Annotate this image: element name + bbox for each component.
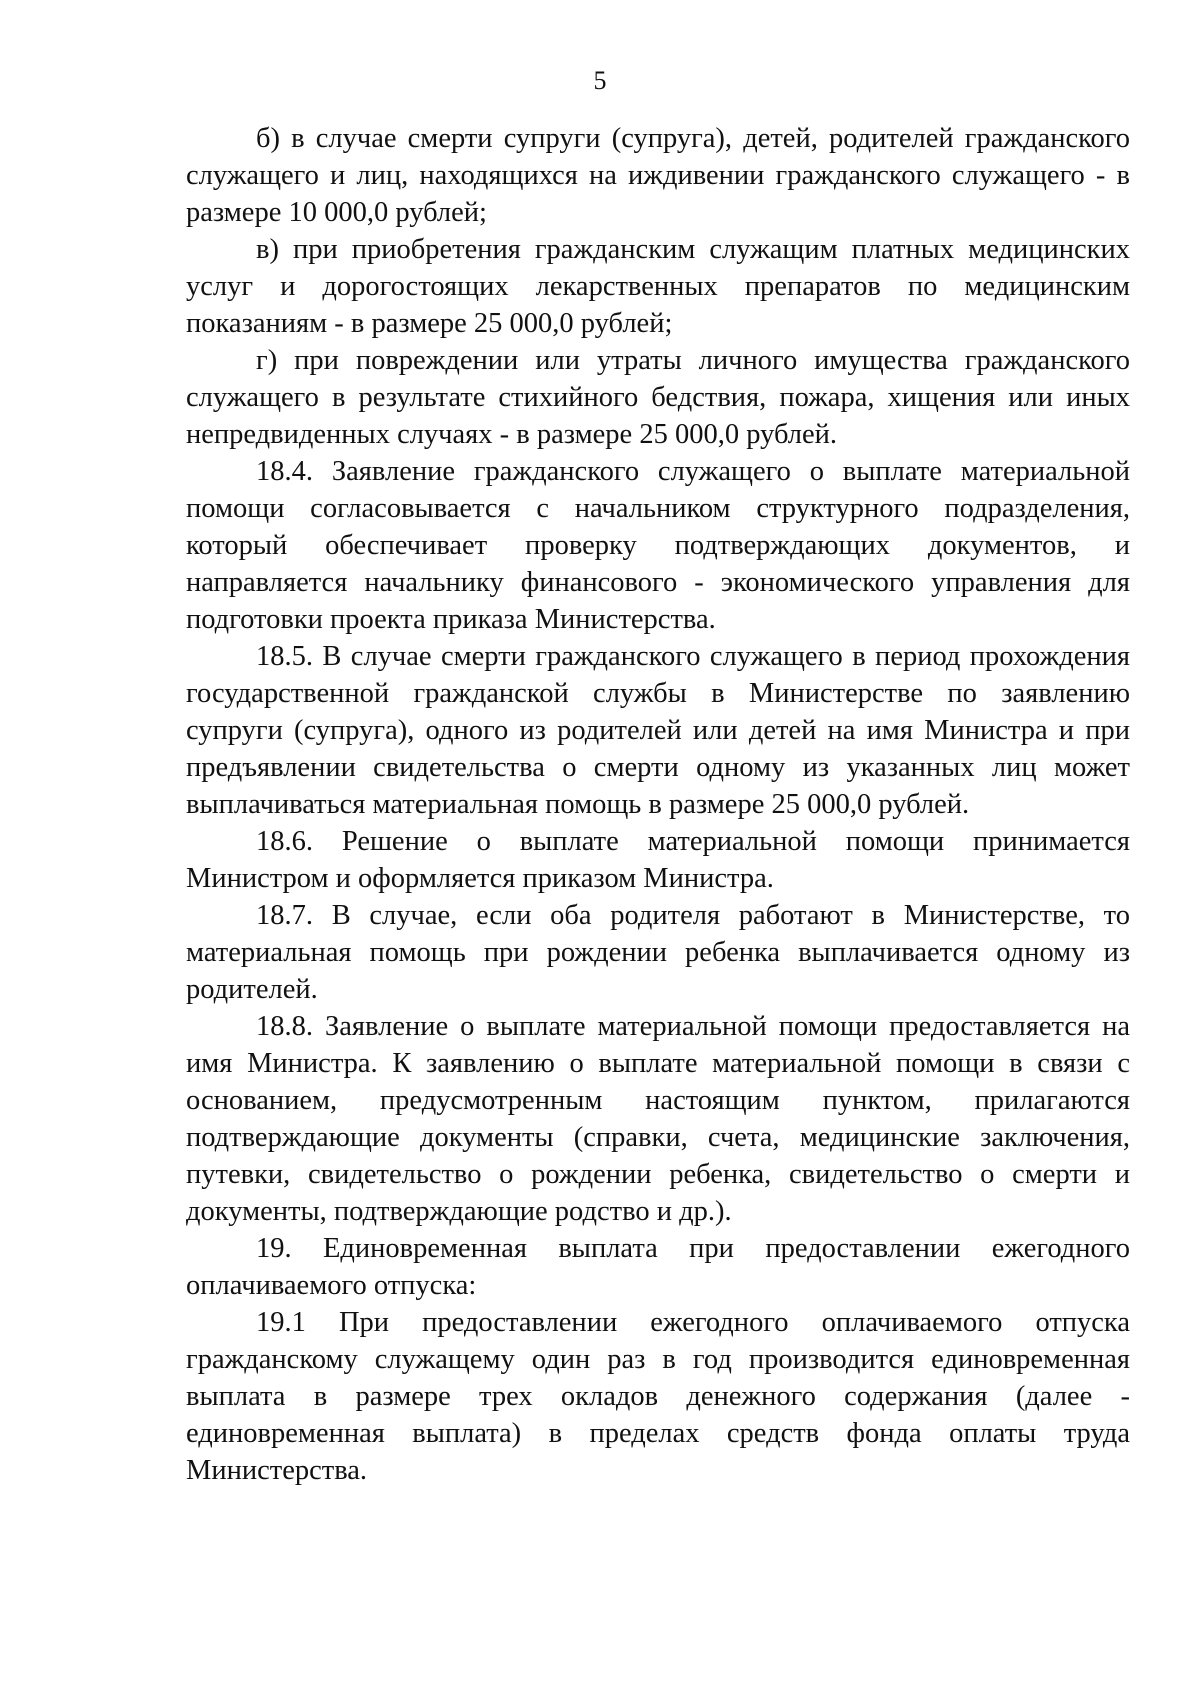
paragraph-18-8: 18.8. Заявление о выплате материальной помощи предоставляется на имя Министра. К заявлению о выплате материальной помощи в связи с основанием, предусмотренным настоящим пунктом, прилагаются подтверждающие документы (справки, счета, медицинские заключения, путевки, свидетельство о рождении ребенка, свидетельство о смерти и документы, подтверждающие родство и др.). [186,1011,1130,1227]
paragraph-19: 19. Единовременная выплата при предоставлении ежегодного оплачиваемого отпуска: [186,1233,1130,1301]
paragraph-18-6: 18.6. Решение о выплате материальной помощи принимается Министром и оформляется приказом Министра. [186,826,1130,894]
paragraph-18-4: 18.4. Заявление гражданского служащего о выплате материальной помощи согласовывается с начальником структурного подразделения, который обеспечивает проверку подтверждающих документов, и направляется начальнику финансового - экономического управления для подготовки проекта приказа Министерства. [186,456,1130,635]
document-body [186,120,1130,1489]
paragraph-18-7: 18.7. В случае, если оба родителя работают в Министерстве, то материальная помощь при рождении ребенка выплачивается одному из родителей. [186,900,1130,1005]
page-number: 5 [593,66,607,95]
paragraph-v: в) при приобретения гражданским служащим платных медицинских услуг и дорогостоящих лекарственных препаратов по медицинским показаниям - в размере 25 000,0 рублей; [186,234,1130,339]
paragraph-18-5: 18.5. В случае смерти гражданского служащего в период прохождения государственной гражданской службы в Министерстве по заявлению супруги (супруга), одного из родителей или детей на имя Министра и при предъявлении свидетельства о смерти одному из указанных лиц может выплачиваться материальная помощь в размере 25 000,0 рублей. [186,641,1130,820]
paragraph-g: г) при повреждении или утраты личного имущества гражданского служащего в результате стихийного бедствия, пожара, хищения или иных непредвиденных случаях - в размере 25 000,0 рублей. [186,345,1130,450]
paragraph-b: б) в случае смерти супруги (супруга), детей, родителей гражданского служащего и лиц, находящихся на иждивении гражданского служащего - в размере 10 000,0 рублей; [186,123,1130,228]
paragraph-19-1: 19.1 При предоставлении ежегодного оплачиваемого отпуска гражданскому служащему один раз в год производится единовременная выплата в размере трех окладов денежного содержания (далее - единовременная выплата) в пределах средств фонда оплаты труда Министерства. [186,1307,1130,1486]
